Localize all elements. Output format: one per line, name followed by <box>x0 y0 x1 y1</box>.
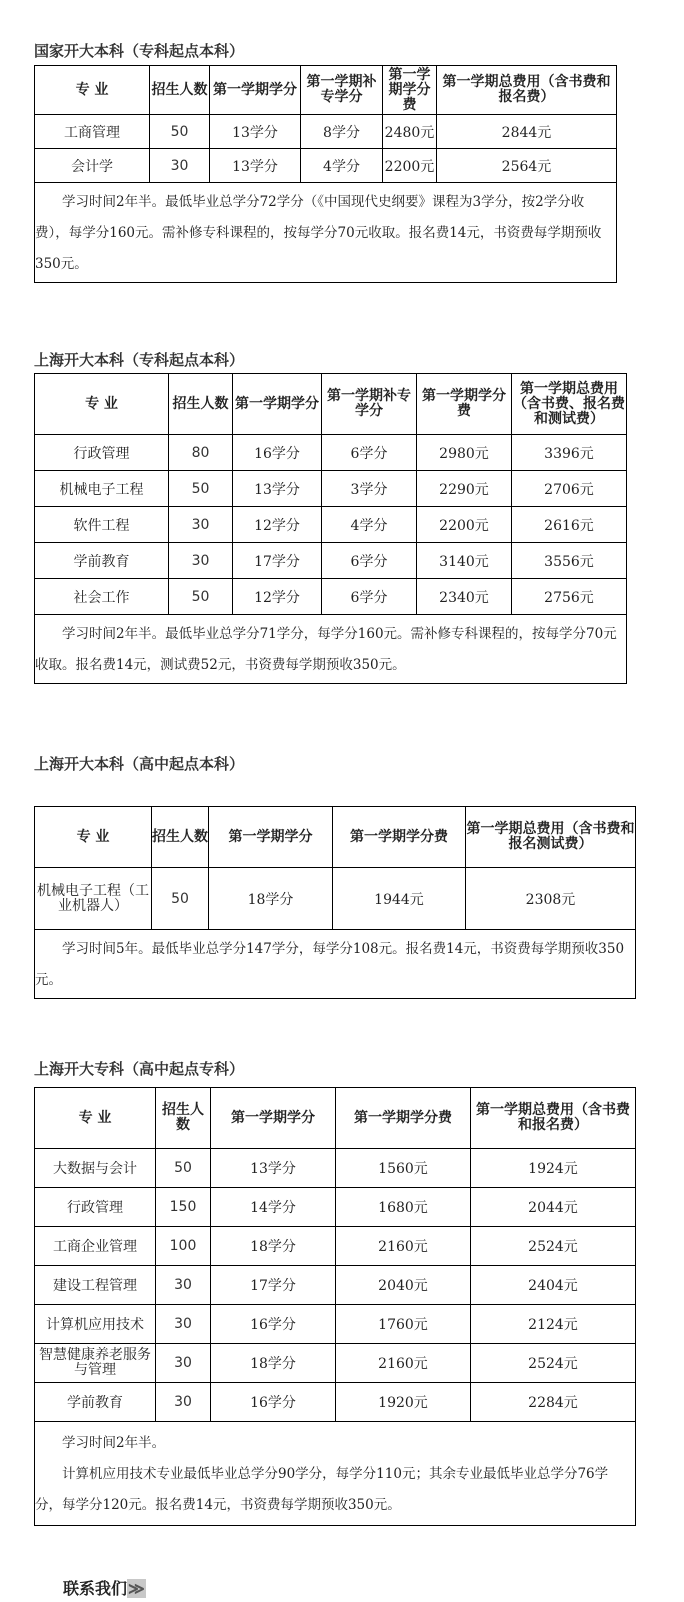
cell-major: 大数据与会计 <box>35 1149 156 1188</box>
cell-credit-fee: 1920元 <box>336 1383 471 1422</box>
cell-enrollment: 50 <box>169 579 233 615</box>
header-credit-fee: 第一学期学分费 <box>417 374 512 435</box>
cell-total-fee: 2616元 <box>512 507 627 543</box>
cell-enrollment: 50 <box>150 115 210 149</box>
cell-credit-fee: 2200元 <box>417 507 512 543</box>
cell-major: 工商管理 <box>35 115 150 149</box>
section-title-shanghai-associate-from-highschool: 上海开大专科（高中起点专科） <box>34 1060 245 1078</box>
table-row <box>35 115 617 149</box>
cell-credits: 14学分 <box>211 1188 336 1227</box>
table-header-row <box>35 807 636 868</box>
table-row <box>35 1188 636 1227</box>
notes-row <box>35 615 627 684</box>
cell-credits: 17学分 <box>233 543 322 579</box>
cell-credit-fee: 2160元 <box>336 1344 471 1383</box>
cell-major: 学前教育 <box>35 1383 156 1422</box>
table-row <box>35 1266 636 1305</box>
fee-table-shanghai-bachelor-from-highschool <box>34 806 636 999</box>
table-header-row <box>35 66 617 115</box>
header-credits: 第一学期学分 <box>210 66 301 115</box>
cell-credits: 13学分 <box>210 149 301 183</box>
header-enrollment: 招生人数 <box>152 807 209 868</box>
cell-credit-fee: 2200元 <box>383 149 437 183</box>
cell-supplement-credits: 6学分 <box>322 435 417 471</box>
contact-us-label: 联系我们 <box>63 1579 128 1598</box>
cell-enrollment: 100 <box>156 1227 211 1266</box>
cell-major: 行政管理 <box>35 1188 156 1227</box>
fee-table-shanghai-bachelor-from-college <box>34 373 627 684</box>
cell-enrollment: 30 <box>156 1344 211 1383</box>
cell-credits: 17学分 <box>211 1266 336 1305</box>
header-supplement-credits: 第一学期补专学分 <box>322 374 417 435</box>
notes-cell <box>35 1422 636 1526</box>
header-credits: 第一学期学分 <box>233 374 322 435</box>
header-supplement-credits: 第一学期补专学分 <box>301 66 383 115</box>
header-credit-fee: 第一学期学分费 <box>336 1088 471 1149</box>
header-credit-fee: 第一学期学分费 <box>333 807 466 868</box>
cell-total-fee: 2844元 <box>437 115 617 149</box>
header-enrollment: 招生人数 <box>150 66 210 115</box>
cell-supplement-credits: 4学分 <box>322 507 417 543</box>
notes-cell <box>35 615 627 684</box>
cell-supplement-credits: 3学分 <box>322 471 417 507</box>
table-header-row <box>35 1088 636 1149</box>
cell-supplement-credits: 6学分 <box>322 579 417 615</box>
header-total-fee: 第一学期总费用（含书费和报名测试费） <box>466 807 636 868</box>
cell-total-fee: 2756元 <box>512 579 627 615</box>
table-row <box>35 435 627 471</box>
header-major: 专 业 <box>35 374 169 435</box>
notes-cell <box>35 930 636 999</box>
cell-enrollment: 50 <box>152 868 209 930</box>
cell-total-fee: 2284元 <box>471 1383 636 1422</box>
table-header-row <box>35 374 627 435</box>
header-major: 专 业 <box>35 807 152 868</box>
cell-credits: 13学分 <box>210 115 301 149</box>
fee-table-shanghai-associate-from-highschool <box>34 1087 636 1526</box>
cell-credit-fee: 3140元 <box>417 543 512 579</box>
note-text: 学习时间2年半。最低毕业总学分71学分，每学分160元。需补修专科课程的，按每学分70元收取。报名费14元，测试费52元，书资费每学期预收350元。 <box>35 626 617 673</box>
table-row <box>35 868 636 930</box>
contact-us-link[interactable] <box>63 1576 146 1599</box>
notes-row <box>35 930 636 999</box>
cell-supplement-credits: 8学分 <box>301 115 383 149</box>
cell-credit-fee: 1760元 <box>336 1305 471 1344</box>
header-total-fee: 第一学期总费用（含书费和报名费） <box>437 66 617 115</box>
cell-credit-fee: 1680元 <box>336 1188 471 1227</box>
table-row <box>35 1383 636 1422</box>
cell-major: 工商企业管理 <box>35 1227 156 1266</box>
cell-total-fee: 2706元 <box>512 471 627 507</box>
cell-credit-fee: 2040元 <box>336 1266 471 1305</box>
cell-enrollment: 30 <box>150 149 210 183</box>
header-credits: 第一学期学分 <box>211 1088 336 1149</box>
cell-credits: 16学分 <box>211 1383 336 1422</box>
cell-enrollment: 150 <box>156 1188 211 1227</box>
cell-credits: 18学分 <box>209 868 333 930</box>
header-credits: 第一学期学分 <box>209 807 333 868</box>
table-row <box>35 471 627 507</box>
cell-major: 社会工作 <box>35 579 169 615</box>
cell-total-fee: 3556元 <box>512 543 627 579</box>
cell-credit-fee: 1560元 <box>336 1149 471 1188</box>
cell-major: 行政管理 <box>35 435 169 471</box>
cell-credits: 13学分 <box>233 471 322 507</box>
section-title-national-bachelor: 国家开大本科（专科起点本科） <box>34 42 245 60</box>
notes-row <box>35 1422 636 1526</box>
cell-credits: 18学分 <box>211 1227 336 1266</box>
cell-major: 学前教育 <box>35 543 169 579</box>
section-title-shanghai-bachelor-from-highschool: 上海开大本科（高中起点本科） <box>34 755 245 773</box>
cell-enrollment: 50 <box>169 471 233 507</box>
cell-major: 会计学 <box>35 149 150 183</box>
cell-enrollment: 50 <box>156 1149 211 1188</box>
table-row <box>35 1149 636 1188</box>
cell-major: 建设工程管理 <box>35 1266 156 1305</box>
section-title-shanghai-bachelor-from-college: 上海开大本科（专科起点本科） <box>34 351 245 369</box>
cell-credit-fee: 2340元 <box>417 579 512 615</box>
cell-total-fee: 2124元 <box>471 1305 636 1344</box>
table-row <box>35 1305 636 1344</box>
cell-total-fee: 2404元 <box>471 1266 636 1305</box>
cell-total-fee: 2524元 <box>471 1227 636 1266</box>
cell-major: 软件工程 <box>35 507 169 543</box>
notes-row <box>35 183 617 283</box>
cell-enrollment: 30 <box>156 1266 211 1305</box>
cell-major: 计算机应用技术 <box>35 1305 156 1344</box>
cell-supplement-credits: 6学分 <box>322 543 417 579</box>
cell-total-fee: 2308元 <box>466 868 636 930</box>
note-text: 学习时间5年。最低毕业总学分147学分，每学分108元。报名费14元，书资费每学期预收350元。 <box>35 941 625 988</box>
cell-credits: 12学分 <box>233 507 322 543</box>
cell-credits: 18学分 <box>211 1344 336 1383</box>
cell-enrollment: 30 <box>156 1305 211 1344</box>
header-major: 专 业 <box>35 1088 156 1149</box>
header-major: 专 业 <box>35 66 150 115</box>
cell-credit-fee: 1944元 <box>333 868 466 930</box>
cell-total-fee: 2564元 <box>437 149 617 183</box>
note-text: 学习时间2年半。最低毕业总学分72学分（《中国现代史纲要》课程为3学分，按2学分收费），每学分160元。需补修专科课程的，按每学分70元收取。报名费14元，书资费每学期预收350元。 <box>35 194 602 272</box>
note-text: 学习时间2年半。 <box>62 1435 166 1451</box>
notes-cell <box>35 183 617 283</box>
cell-enrollment: 30 <box>169 543 233 579</box>
header-enrollment: 招生人数 <box>169 374 233 435</box>
cell-major: 机械电子工程 <box>35 471 169 507</box>
table-row <box>35 1227 636 1266</box>
header-total-fee: 第一学期总费用（含书费、报名费和测试费） <box>512 374 627 435</box>
cell-major: 智慧健康养老服务与管理 <box>35 1344 156 1383</box>
cell-credit-fee: 2980元 <box>417 435 512 471</box>
cell-total-fee: 2044元 <box>471 1188 636 1227</box>
note-text: 计算机应用技术专业最低毕业总学分90学分，每学分110元；其余专业最低毕业总学分76学分，每学分120元。报名费14元，书资费每学期预收350元。 <box>35 1466 609 1513</box>
table-row <box>35 579 627 615</box>
cell-credits: 16学分 <box>233 435 322 471</box>
cell-enrollment: 80 <box>169 435 233 471</box>
table-row <box>35 1344 636 1383</box>
cell-credit-fee: 2290元 <box>417 471 512 507</box>
cell-credits: 13学分 <box>211 1149 336 1188</box>
cell-credit-fee: 2160元 <box>336 1227 471 1266</box>
header-total-fee: 第一学期总费用（含书费和报名费） <box>471 1088 636 1149</box>
cell-total-fee: 3396元 <box>512 435 627 471</box>
header-enrollment: 招生人数 <box>156 1088 211 1149</box>
cell-credits: 12学分 <box>233 579 322 615</box>
cell-enrollment: 30 <box>156 1383 211 1422</box>
table-row <box>35 507 627 543</box>
cell-supplement-credits: 4学分 <box>301 149 383 183</box>
cell-total-fee: 2524元 <box>471 1344 636 1383</box>
cell-enrollment: 30 <box>169 507 233 543</box>
table-row <box>35 149 617 183</box>
table-row <box>35 543 627 579</box>
cell-credits: 16学分 <box>211 1305 336 1344</box>
header-credit-fee: 第一学期学分费 <box>383 66 437 115</box>
fee-table-national-bachelor <box>34 65 617 283</box>
cell-major: 机械电子工程（工业机器人） <box>35 868 152 930</box>
cell-credit-fee: 2480元 <box>383 115 437 149</box>
cell-total-fee: 1924元 <box>471 1149 636 1188</box>
double-chevron-right-icon: ≫ <box>128 1579 145 1598</box>
